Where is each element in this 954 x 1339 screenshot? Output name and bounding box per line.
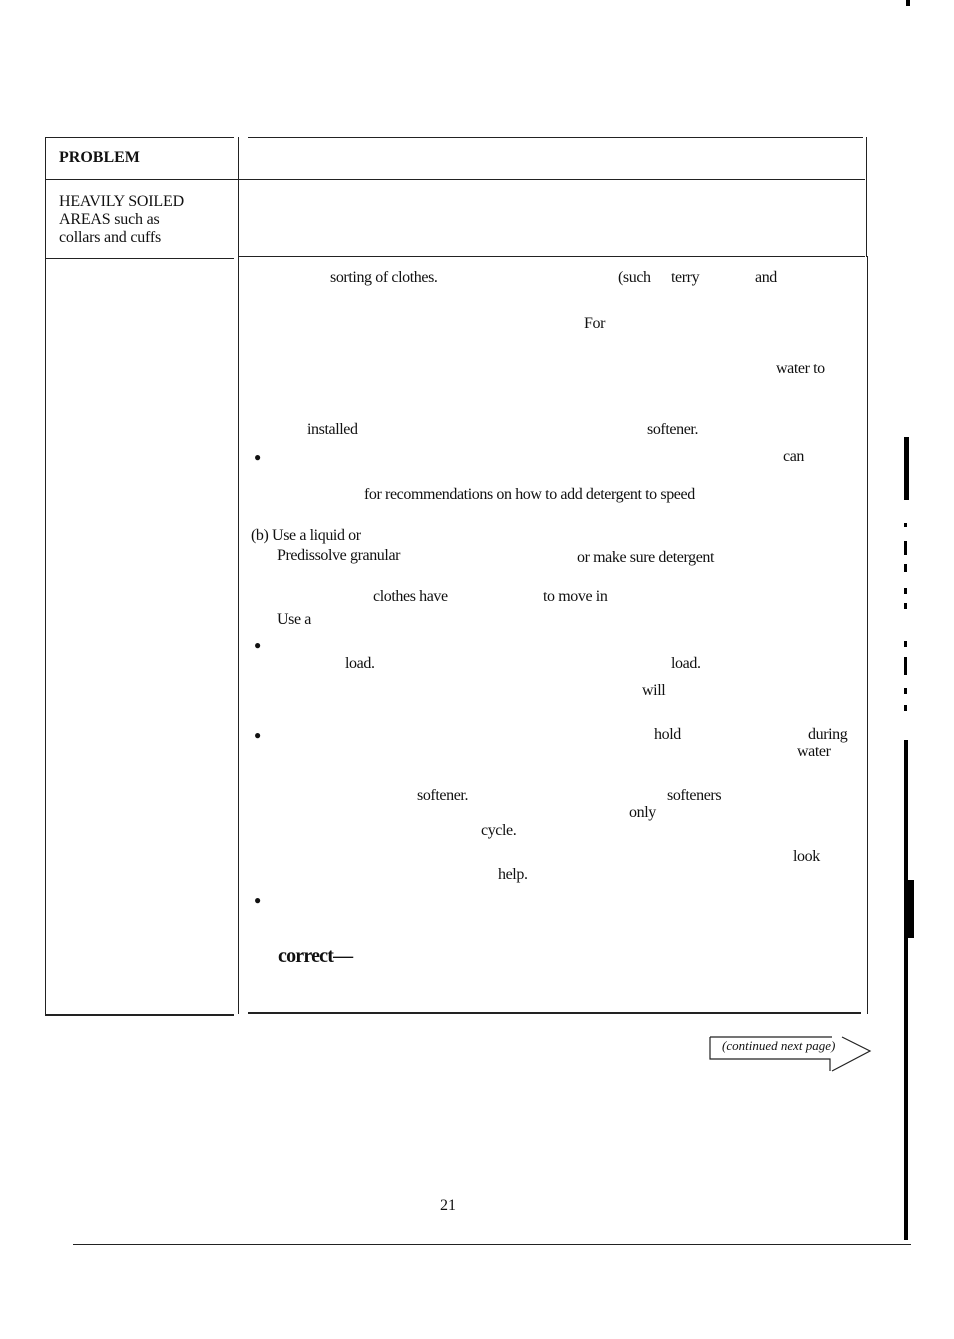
text-fragment: to move in: [543, 588, 608, 605]
text-fragment: help.: [498, 866, 528, 883]
text-fragment: and: [755, 269, 777, 286]
text-fragment: (b) Use a liquid or: [251, 527, 361, 544]
column-divider: [238, 137, 239, 1014]
margin-mark: [904, 705, 907, 711]
text-fragment: Predissolve granular: [277, 547, 401, 564]
table-top-rule-left: [45, 137, 234, 138]
footer-rule: [73, 1244, 911, 1245]
text-fragment: softener.: [647, 421, 699, 438]
bullet: ●: [254, 638, 262, 652]
text-fragment: only: [629, 804, 656, 821]
margin-mark: [904, 657, 907, 675]
margin-mark: [904, 603, 907, 609]
margin-mark: [904, 541, 907, 555]
text-fragment: installed: [307, 421, 358, 438]
text-fragment: can: [783, 448, 805, 465]
row-rule-left: [45, 258, 234, 259]
page-number: 21: [440, 1197, 456, 1214]
problem-line: collars and cuffs: [59, 229, 162, 246]
problem-line: AREAS such as: [59, 211, 160, 228]
margin-bar: [904, 437, 909, 500]
bullet: ●: [254, 728, 262, 742]
text-fragment: load.: [671, 655, 701, 672]
text-fragment: cycle.: [481, 822, 517, 839]
table-bottom-rule-left: [45, 1014, 234, 1016]
table-top-rule: [248, 137, 863, 138]
margin-mark: [906, 0, 910, 6]
text-fragment: during: [808, 726, 848, 743]
table-bottom-rule: [248, 1012, 861, 1014]
row-rule: [238, 256, 865, 257]
margin-mark: [904, 688, 907, 694]
text-fragment: Use a: [277, 611, 311, 628]
text-fragment: water to: [776, 360, 825, 377]
text-fragment: will: [642, 682, 666, 699]
text-fragment: for recommendations on how to add detergent to speed: [364, 486, 695, 503]
text-fragment: (such: [618, 269, 651, 286]
margin-mark: [904, 588, 907, 594]
margin-mark: [904, 564, 907, 572]
text-fragment-bold: correct—: [278, 945, 353, 967]
table-left-border: [45, 137, 46, 1014]
margin-mark: [904, 523, 907, 527]
text-fragment: terry: [671, 269, 700, 286]
text-fragment: or make sure detergent: [577, 549, 715, 566]
margin-bar: [908, 880, 914, 938]
text-fragment: softeners: [667, 787, 722, 804]
text-fragment: For: [584, 315, 606, 332]
table-right-border-top: [866, 137, 867, 257]
table-right-border: [867, 256, 868, 1014]
text-fragment: softener.: [417, 787, 469, 804]
margin-mark: [904, 641, 907, 647]
header-rule: [45, 179, 865, 180]
text-fragment: water: [797, 743, 831, 760]
text-fragment: look: [793, 848, 820, 865]
problem-header: PROBLEM: [59, 149, 140, 166]
text-fragment: clothes have: [373, 588, 448, 605]
text-fragment: sorting of clothes.: [330, 269, 438, 286]
margin-bar: [904, 740, 908, 1240]
text-fragment: hold: [654, 726, 681, 743]
text-fragment: load.: [345, 655, 375, 672]
problem-line: HEAVILY SOILED: [59, 193, 184, 210]
bullet: ●: [254, 450, 262, 464]
continued-label: (continued next page): [722, 1038, 836, 1053]
bullet: ●: [254, 893, 262, 907]
